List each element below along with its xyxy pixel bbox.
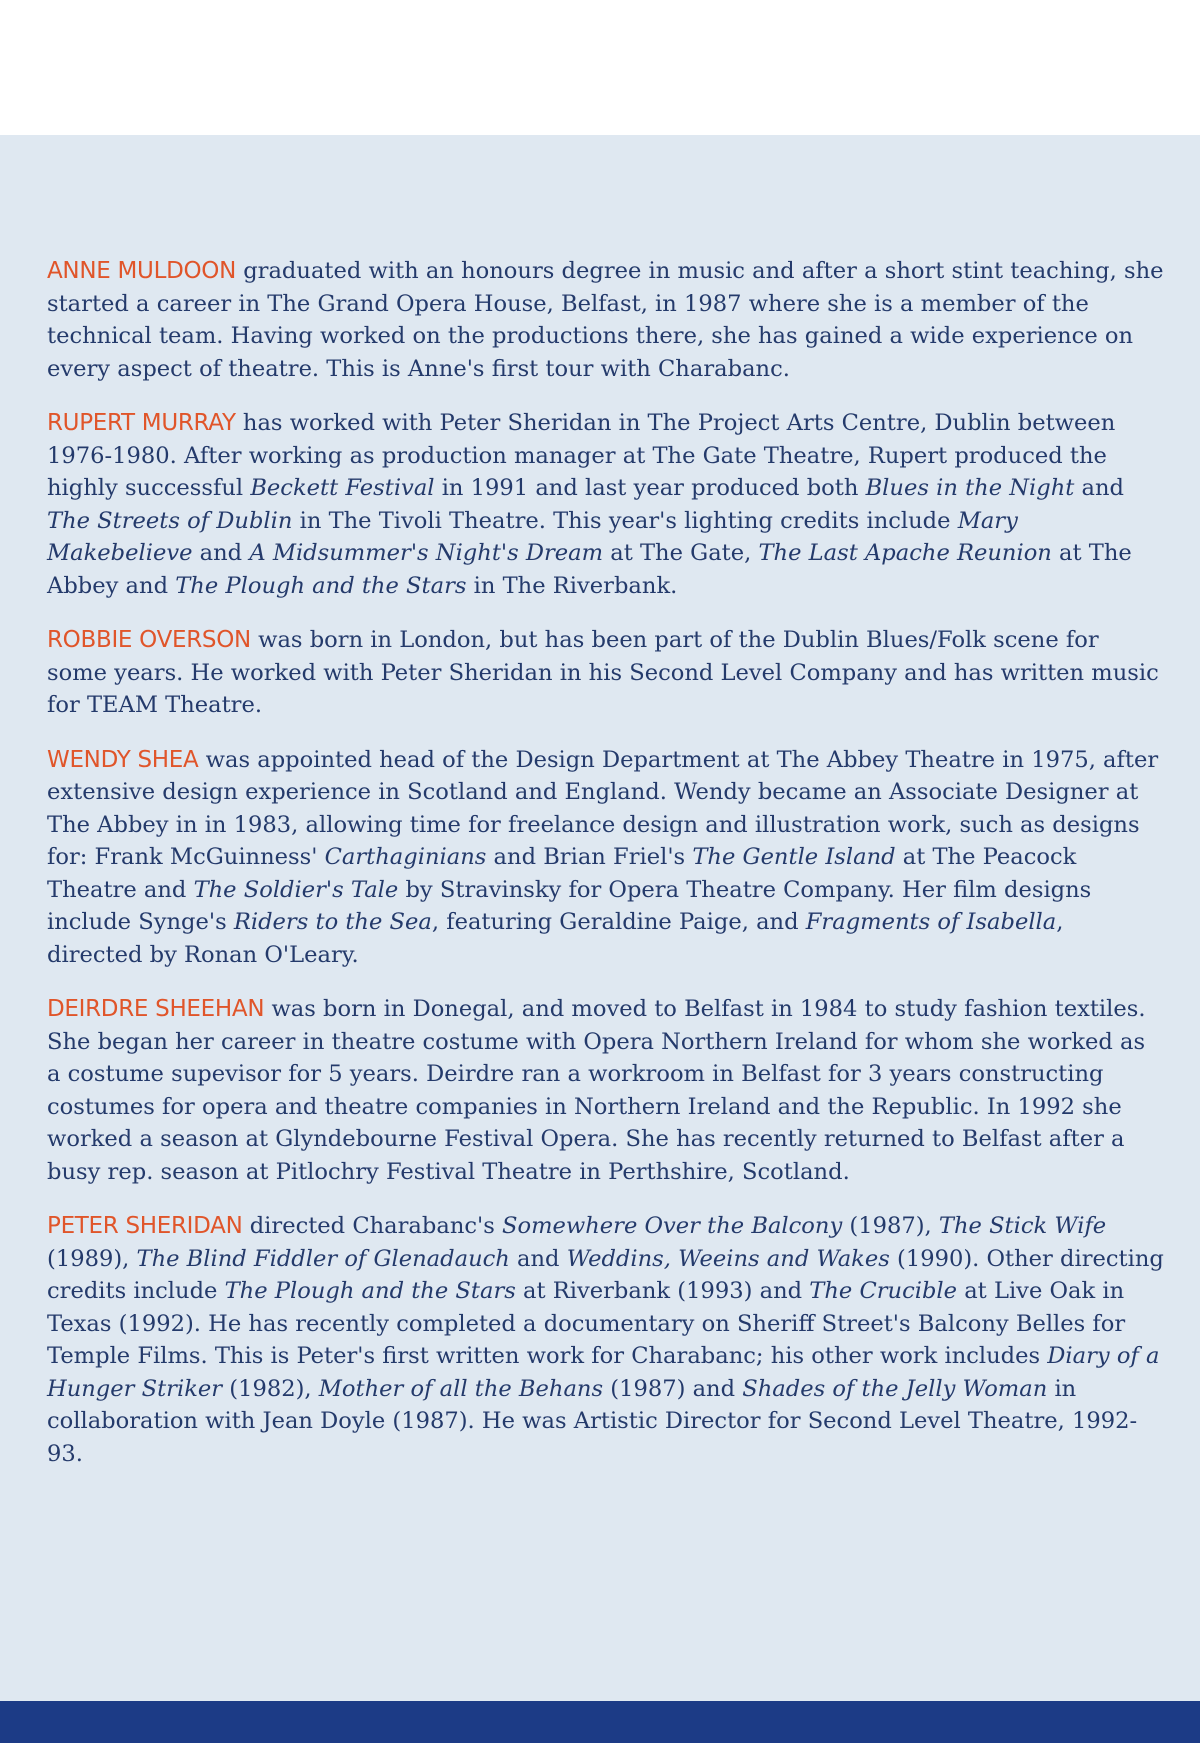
bio-name: RUPERT MURRAY <box>47 410 236 436</box>
bio-text: in collaboration with Jean Doyle (1987). He was Artistic Director for Second Level Theatre, 1992-93. <box>47 1375 1138 1467</box>
bio-text: and Brian Friel's <box>486 844 693 870</box>
bio-name: ROBBIE OVERSON <box>47 627 251 653</box>
work-title: The Last Apache Reunion <box>758 540 1052 566</box>
bio-deirdre-sheehan <box>47 993 1165 1188</box>
work-title: Somewhere Over the Balcony <box>502 1213 843 1239</box>
work-title: Blues in the Night <box>865 475 1075 501</box>
bio-text: in The Tivoli Theatre. This year's lighting credits include <box>292 507 958 534</box>
bio-text: at Riverbank (1993) and <box>515 1278 810 1304</box>
bio-text: has worked with Peter Sheridan in The Project Arts Centre, Dublin between 1976-1980. After working as production manager at The Gate Theatre, Rupert produced the highly successful <box>47 410 1116 501</box>
page-panel <box>0 135 1200 1743</box>
bio-rupert-murray <box>47 407 1165 602</box>
bio-text: was born in London, but has been part of the Dublin Blues/Folk scene for some years. He worked with Peter Sheridan in his Second Level Company and has written music for TEAM Theatre. <box>47 627 1159 718</box>
bio-text: (1987) and <box>603 1375 743 1402</box>
bio-text: (1987), <box>842 1213 939 1239</box>
bio-text: and <box>509 1245 567 1272</box>
bio-text: (1982), <box>222 1375 319 1402</box>
bio-name: PETER SHERIDAN <box>47 1213 243 1239</box>
work-title: The Gentle Island <box>692 844 896 870</box>
bio-name: DEIRDRE SHEEHAN <box>47 996 265 1022</box>
bio-anne-muldoon <box>47 255 1165 385</box>
bio-text: in 1991 and last year produced both <box>434 475 866 501</box>
work-title: The Crucible <box>809 1278 958 1304</box>
bio-text: directed Charabanc's <box>249 1213 503 1239</box>
work-title: Mother of all the Behans <box>318 1375 604 1402</box>
work-title: A Midsummer's Night's Dream <box>249 540 604 566</box>
bio-text: , directed by Ronan O'Leary. <box>47 909 1064 968</box>
bio-text: by Stravinsky for Opera Theatre Company. Her film designs include Synge's <box>47 876 1092 935</box>
bio-text: (1989), <box>47 1245 137 1272</box>
bio-text: and <box>1074 475 1125 501</box>
work-title: Carthaginians <box>324 844 487 870</box>
work-title: Shades of the Jelly Woman <box>742 1375 1048 1402</box>
work-title: The Soldier's Tale <box>193 876 399 903</box>
bio-text: , featuring Geraldine Paige, and <box>431 909 806 935</box>
bio-text: (1990). Other directing credits include <box>47 1245 1164 1304</box>
bio-robbie-overson <box>47 624 1165 722</box>
work-title: Beckett Festival <box>250 475 435 501</box>
work-title: The Stick Wife <box>938 1213 1107 1239</box>
bio-text: at Live Oak in Texas (1992). He has recently completed a documentary on Sheriff Street's Balcony Belles for Temple Films. This is Peter's first written work for Charabanc; his other work includes <box>47 1278 1126 1369</box>
bio-text: and <box>192 540 250 566</box>
bio-name: WENDY SHEA <box>47 746 199 773</box>
work-title: Fragments of Isabella <box>805 909 1057 935</box>
work-title: The Blind Fiddler of Glenadauch <box>136 1245 510 1272</box>
bio-text: at The Abbey and <box>47 540 1132 599</box>
bio-text: graduated with an honours degree in music and after a short stint teaching, she started a career in The Grand Opera House, Belfast, in 1987 where she is a member of the technical team. Having worked on the productions there, she has gained a wide experience on every aspect of theatre. This is Anne's first tour with Charabanc. <box>47 258 1164 382</box>
bio-peter-sheridan <box>47 1210 1165 1470</box>
bio-text: at The Gate, <box>603 540 759 566</box>
work-title: Weddins, Weeins and Wakes <box>566 1245 890 1272</box>
work-title: Riders to the Sea <box>233 909 432 935</box>
bio-text: in The Riverbank. <box>466 572 678 599</box>
bio-name: ANNE MULDOON <box>47 258 237 284</box>
bios-list <box>47 255 1165 1492</box>
work-title: Diary of a Hunger Striker <box>47 1343 1160 1402</box>
work-title: Mary Makebelieve <box>47 507 1018 566</box>
work-title: The Plough and the Stars <box>224 1278 516 1304</box>
bottom-band <box>0 1701 1200 1743</box>
work-title: The Plough and the Stars <box>175 572 467 599</box>
bio-text: was born in Donegal, and moved to Belfast in 1984 to study fashion textiles. She began her career in theatre costume with Opera Northern Ireland for whom she worked as a costume supevisor for 5 years. Deirdre ran a workroom in Belfast for 3 years constructing costumes for opera and theatre companies in Northern Ireland and the Republic. In 1992 she worked a season at Glyndebourne Festival Opera. She has recently returned to Belfast after a busy rep. season at Pitlochry Festival Theatre in Perthshire, Scotland. <box>47 996 1146 1185</box>
bio-wendy-shea <box>47 744 1165 972</box>
bio-text: was appointed head of the Design Department at The Abbey Theatre in 1975, after extensive design experience in Scotland and England. Wendy became an Associate Designer at The Abbey in in 1983, allowing time for freelance design and illustration work, such as designs for: Frank McGuinness' <box>47 746 1159 870</box>
work-title: The Streets of Dublin <box>47 507 293 534</box>
bio-text: at The Peacock Theatre and <box>47 844 1077 903</box>
